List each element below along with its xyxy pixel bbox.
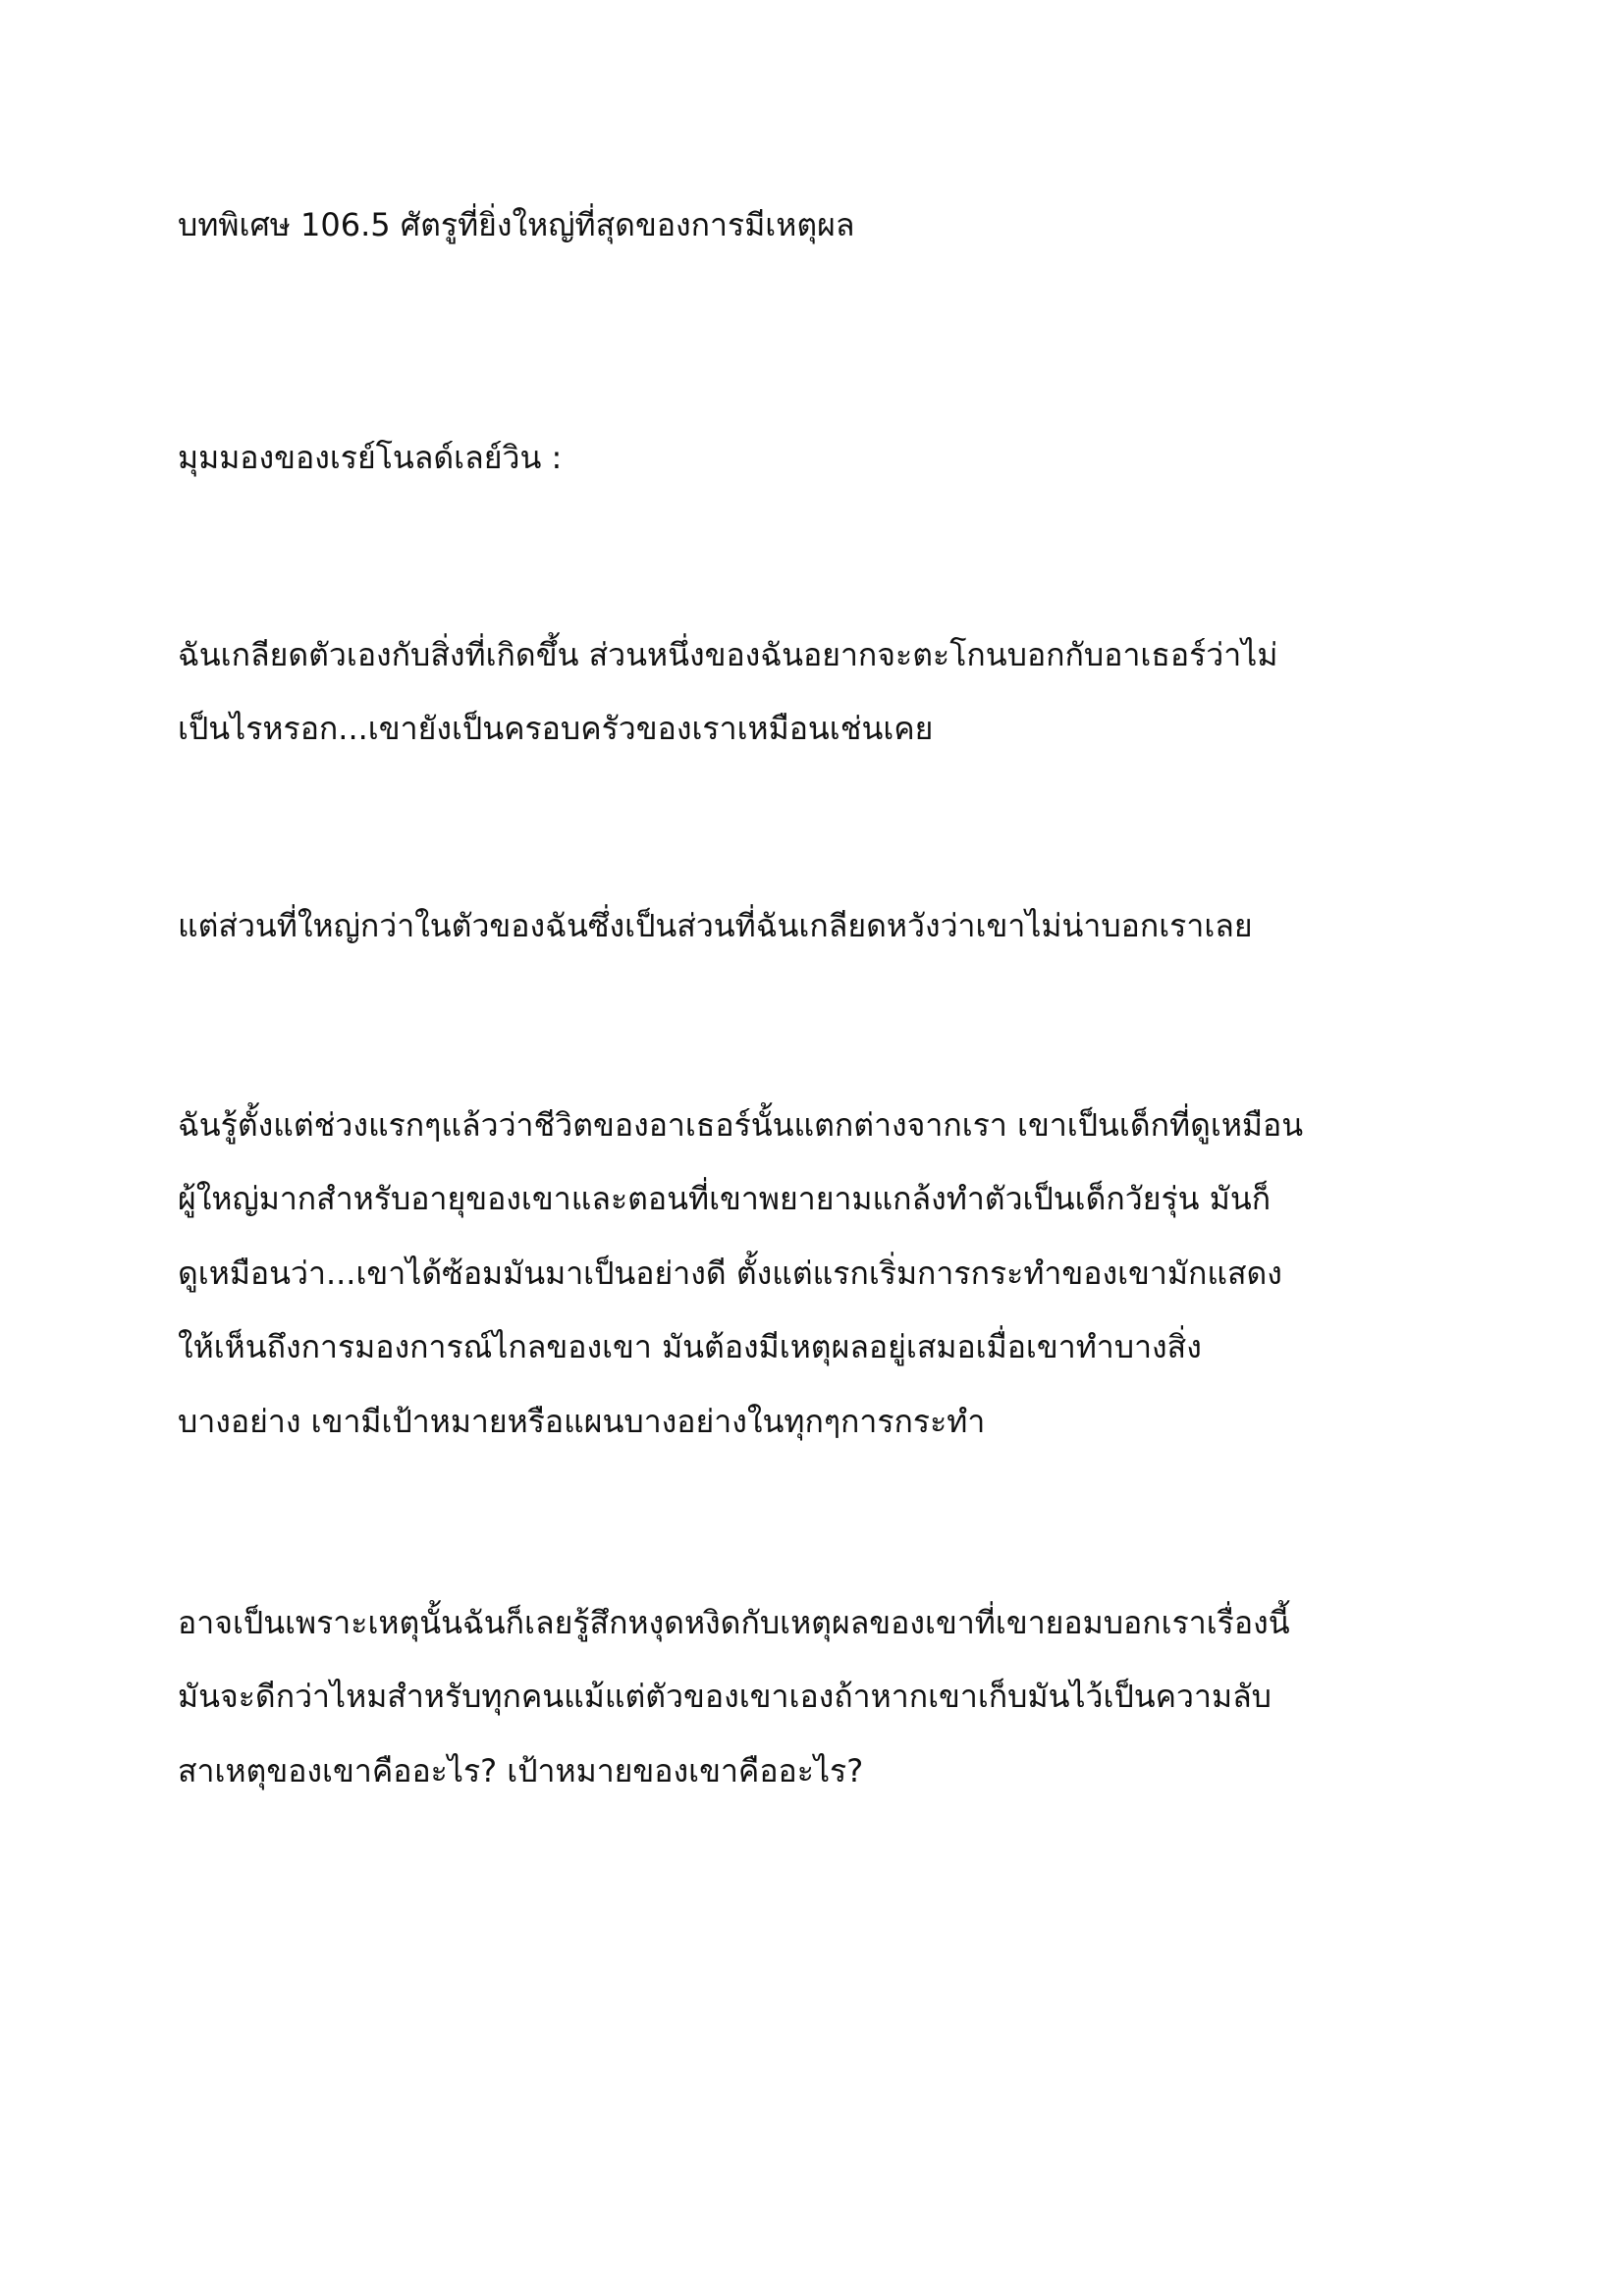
paragraph-line: แต่ส่วนที่ใหญ่กว่าในตัวของฉันซึ่งเป็นส่วนที่ฉันเกลียดหวังว่าเขาไม่น่าบอกเราเลย xyxy=(178,906,1253,944)
paragraph-line: เป็นไรหรอก...เขายังเป็นครอบครัวของเราเหมือนเช่นเคย xyxy=(178,710,934,748)
paragraph-line: สาเหตุของเขาคืออะไร? เป้าหมายของเขาคืออะไร? xyxy=(178,1751,864,1789)
pov-heading: มุมมองของเรย์โนลด์เลย์วิน : xyxy=(178,439,563,477)
paragraph-spacer xyxy=(178,1440,1454,1604)
paragraph-line: ดูเหมือนว่า...เขาได้ซ้อมมันมาเป็นอย่างดี ตั้งแต่แรกเริ่มการกระทำของเขามักแสดง xyxy=(178,1254,1282,1292)
paragraph-3 xyxy=(178,1106,1454,1440)
paragraph-spacer xyxy=(178,748,1454,907)
paragraph-2 xyxy=(178,907,1454,944)
paragraph-line: อาจเป็นเพราะเหตุนั้นฉันก็เลยรู้สึกหงุดหงิดกับเหตุผลของเขาที่เขายอมบอกเราเรื่องนี้ xyxy=(178,1603,1290,1641)
paragraph-line: ฉันรู้ตั้งแต่ช่วงแรกๆแล้วว่าชีวิตของอาเธอร์นั้นแตกต่างจากเรา เขาเป็นเด็กที่ดูเหมือน xyxy=(178,1105,1304,1144)
paragraph-1 xyxy=(178,636,1454,748)
paragraph-line: ผู้ใหญ่มากสำหรับอายุของเขาและตอนที่เขาพยายามแกล้งทำตัวเป็นเด็กวัยรุ่น มันก็ xyxy=(178,1180,1272,1218)
paragraph-4 xyxy=(178,1604,1454,1789)
document-content xyxy=(178,206,1454,1789)
paragraph-line: บางอย่าง เขามีเป้าหมายหรือแผนบางอย่างในทุกๆการกระทำ xyxy=(178,1402,986,1440)
chapter-title: บทพิเศษ 106.5 ศัตรูที่ยิ่งใหญ่ที่สุดของการมีเหตุผล xyxy=(178,206,855,243)
paragraph-spacer xyxy=(178,944,1454,1106)
paragraph-line: ให้เห็นถึงการมองการณ์ไกลของเขา มันต้องมีเหตุผลอยู่เสมอเมื่อเขาทำบางสิ่ง xyxy=(178,1328,1202,1366)
paragraph-line: ฉันเกลียดตัวเองกับสิ่งที่เกิดขึ้น ส่วนหนึ่งของฉันอยากจะตะโกนบอกกับอาเธอร์ว่าไม่ xyxy=(178,635,1278,673)
paragraph-line: มันจะดีกว่าไหมสำหรับทุกคนแม้แต่ตัวของเขาเองถ้าหากเขาเก็บมันไว้เป็นความลับ xyxy=(178,1678,1272,1716)
